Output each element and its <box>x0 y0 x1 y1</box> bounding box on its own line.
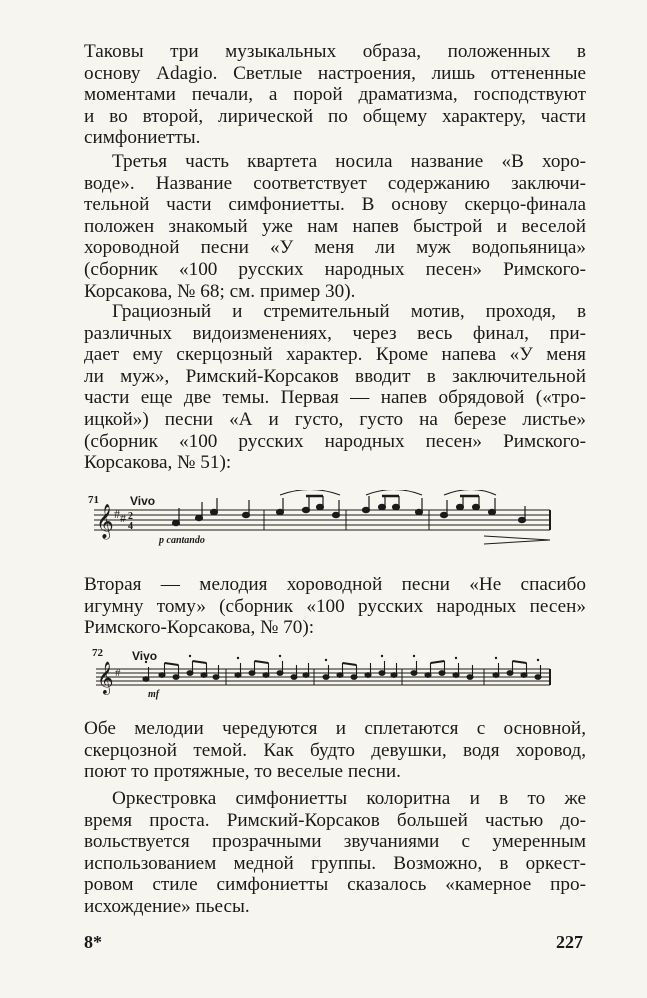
text-line: различных видоизменениях, через весь финал, при- <box>84 322 586 344</box>
paragraph-6 <box>84 788 586 918</box>
dynamic-marking: mf <box>148 689 160 700</box>
text-line: Оркестровка симфониетты колоритна и в то же <box>112 788 586 809</box>
text-line: поют то протяжные, то веселые песни. <box>84 761 401 783</box>
text-line: положен знакомый уже нам напев быстрой и веселой <box>84 215 586 237</box>
svg-text:𝄞: 𝄞 <box>97 661 114 694</box>
page-number: 227 <box>556 932 583 952</box>
text-line: (сборник «100 русских народных песен» Римского- <box>84 430 586 452</box>
music-example-71 <box>84 490 554 550</box>
text-line: использованием медной группы. Возможно, в оркест- <box>84 852 586 874</box>
svg-text:#: # <box>120 511 126 525</box>
text-line: скерцозной темой. Как будто девушки, водя хоровод, <box>84 739 586 761</box>
text-line: Таковы три музыкальных образа, положенных в <box>84 41 586 62</box>
text-line: и во второй, лирической по общему характеру, части <box>84 105 586 127</box>
text-line: (сборник «100 русских народных песен» Римского- <box>84 258 586 280</box>
text-line: Римского-Корсакова, № 70): <box>84 617 315 639</box>
text-line: Корсакова, № 51): <box>84 452 232 474</box>
text-line: Вторая — мелодия хороводной песни «Не спасибо <box>84 574 586 595</box>
text-line: основу Adagio. Светлые настроения, лишь оттененные <box>84 62 586 84</box>
svg-text:4: 4 <box>128 521 133 532</box>
example-number: 72 <box>92 647 103 659</box>
text-line: вольствуется прозрачными звучаниями с умеренным <box>84 831 586 853</box>
text-line: тельной части симфониетты. В основу скерцо-финала <box>84 194 586 216</box>
text-line: симфониетты. <box>84 127 201 149</box>
paragraph-4 <box>84 574 586 639</box>
dynamic-marking: p cantando <box>159 535 205 546</box>
paragraph-3 <box>84 301 586 474</box>
text-line: хороводной песни «У меня ли муж водопьяница» <box>84 237 586 259</box>
signature-mark: 8* <box>84 932 102 952</box>
tempo-marking: Vivo <box>132 649 158 663</box>
text-line: Третья часть квартета носила название «В хоро- <box>112 151 586 172</box>
text-line: Обе мелодии чередуются и сплетаются с основной, <box>84 718 586 739</box>
text-line: ицкой») песни «А и густо, густо на березе листье» <box>84 408 586 430</box>
paragraph-1 <box>84 41 586 149</box>
paragraph-2 <box>84 151 586 302</box>
text-line: исхождение» пьесы. <box>84 895 250 917</box>
paragraph-5 <box>84 718 586 783</box>
svg-text:#: # <box>115 667 121 679</box>
svg-text:𝄞: 𝄞 <box>96 504 114 539</box>
music-example-72 <box>84 645 554 705</box>
text-line: игумну тому» (сборник «100 русских народных песен» <box>84 595 586 617</box>
text-line: ли муж», Римский-Корсаков вводит в заключительной <box>84 365 586 387</box>
svg-text:#: # <box>114 507 120 521</box>
example-number: 71 <box>88 494 99 506</box>
text-line: моментами печали, а порой драматизма, господствуют <box>84 84 586 106</box>
text-line: ровом стиле симфониетты сказалось «камерное про- <box>84 874 586 896</box>
svg-text:2: 2 <box>128 511 133 522</box>
text-line: Корсакова, № 68; см. пример 30). <box>84 280 356 302</box>
text-line: воде». Название соответствует содержанию заключи- <box>84 172 586 194</box>
text-line: время проста. Римский-Корсаков большей частью до- <box>84 809 586 831</box>
text-line: Грациозный и стремительный мотив, проходя, в <box>112 301 586 322</box>
text-line: части еще две темы. Первая — напев обрядовой («тро- <box>84 387 586 409</box>
text-line: дает ему скерцозный характер. Кроме напева «У меня <box>84 344 586 366</box>
tempo-marking: Vivo <box>130 494 156 508</box>
